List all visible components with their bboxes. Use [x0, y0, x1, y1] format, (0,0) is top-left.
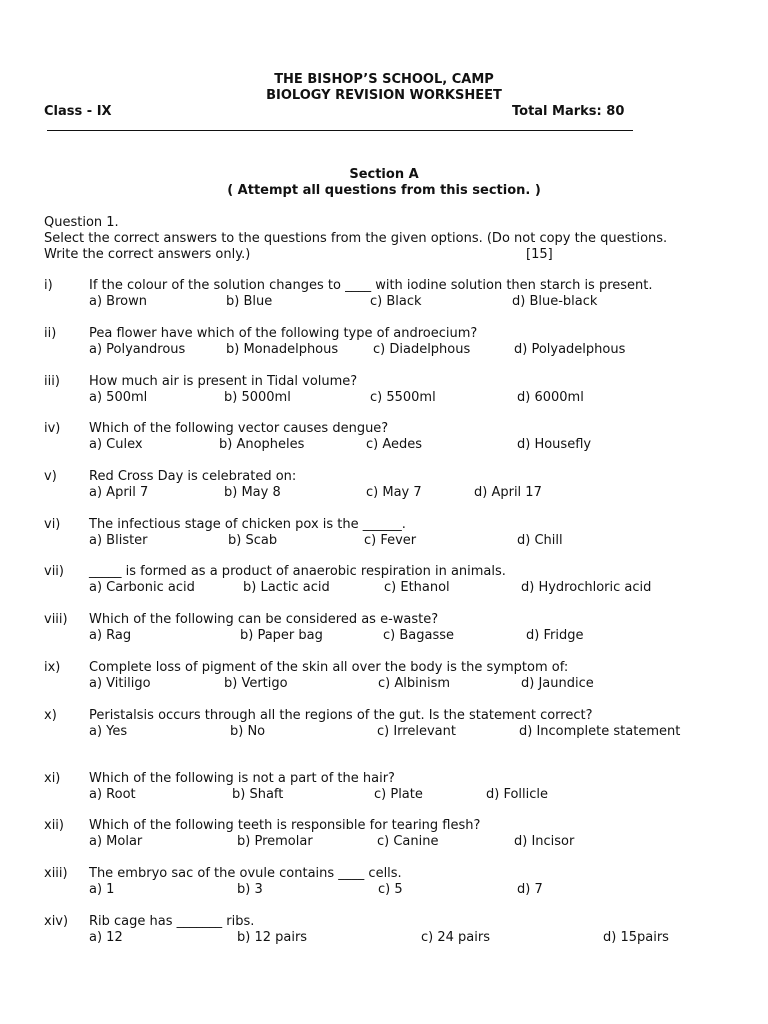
answer-option: a) Vitiligo [89, 676, 151, 691]
header-divider [47, 130, 633, 131]
answer-option: c) 24 pairs [421, 930, 490, 945]
answer-option: c) Black [370, 294, 422, 309]
answer-option: d) Housefly [517, 437, 592, 452]
question-text: How much air is present in Tidal volume? [89, 374, 358, 389]
question-item [0, 421, 768, 455]
answer-option: c) Irrelevant [377, 724, 456, 739]
answer-option: b) Paper bag [240, 628, 323, 643]
question-text: The embryo sac of the ovule contains ____ cells. [89, 866, 402, 881]
answer-option: d) Incomplete statement [519, 724, 681, 739]
answer-option: a) Blister [89, 533, 148, 548]
answer-option: c) Canine [377, 834, 439, 849]
question-text: Which of the following teeth is responsible for tearing flesh? [89, 818, 481, 833]
answer-option: b) No [230, 724, 266, 739]
question-number: xiv) [44, 914, 69, 929]
question-number: xii) [44, 818, 64, 833]
question-number: iv) [44, 421, 61, 436]
answer-option: a) April 7 [89, 485, 149, 500]
section-title: Section A [349, 167, 419, 182]
question-number: v) [44, 469, 57, 484]
section-instruction: ( Attempt all questions from this section. ) [227, 183, 541, 198]
question-text: Peristalsis occurs through all the regions of the gut. Is the statement correct? [89, 708, 593, 723]
answer-option: d) Follicle [486, 787, 549, 802]
answer-option: c) Diadelphous [373, 342, 471, 357]
question-item [0, 818, 768, 852]
answer-option: d) 15pairs [603, 930, 669, 945]
answer-option: c) 5500ml [370, 390, 436, 405]
answer-option: b) May 8 [224, 485, 281, 500]
answer-option: d) 6000ml [517, 390, 584, 405]
answer-option: a) Rag [89, 628, 132, 643]
worksheet-title: BIOLOGY REVISION WORKSHEET [266, 88, 502, 103]
answer-option: a) Root [89, 787, 136, 802]
question-number: xi) [44, 771, 61, 786]
answer-option: b) 12 pairs [237, 930, 308, 945]
class-label: Class - IX [44, 104, 112, 119]
answer-option: c) 5 [378, 882, 403, 897]
answer-option: a) Polyandrous [89, 342, 186, 357]
answer-option: a) Molar [89, 834, 143, 849]
answer-option: a) 500ml [89, 390, 148, 405]
answer-option: d) Incisor [514, 834, 575, 849]
question-item [0, 469, 768, 503]
answer-option: b) Shaft [232, 787, 284, 802]
question-item [0, 708, 768, 742]
answer-option: c) Fever [364, 533, 417, 548]
answer-option: b) Scab [228, 533, 278, 548]
answer-option: a) 12 [89, 930, 123, 945]
answer-option: c) Ethanol [384, 580, 450, 595]
answer-option: b) Blue [226, 294, 273, 309]
question-item [0, 660, 768, 694]
answer-option: a) Yes [89, 724, 128, 739]
question-number: i) [44, 278, 53, 293]
question-number: iii) [44, 374, 60, 389]
question-text: Which of the following is not a part of the hair? [89, 771, 395, 786]
question-instruction-line1: Select the correct answers to the questions from the given options. (Do not copy the questions. [44, 231, 668, 246]
answer-option: d) Blue-black [512, 294, 598, 309]
question-number: viii) [44, 612, 68, 627]
answer-option: a) 1 [89, 882, 115, 897]
question-number: vi) [44, 517, 61, 532]
answer-option: d) April 17 [474, 485, 542, 500]
question-number: ii) [44, 326, 57, 341]
answer-option: d) 7 [517, 882, 543, 897]
answer-option: c) Plate [374, 787, 423, 802]
question-text: Rib cage has _______ ribs. [89, 914, 255, 929]
question-text: The infectious stage of chicken pox is the ______. [89, 517, 406, 532]
answer-option: b) Vertigo [224, 676, 288, 691]
answer-option: c) Albinism [378, 676, 451, 691]
school-name: THE BISHOP’S SCHOOL, CAMP [274, 72, 494, 87]
question-number: x) [44, 708, 57, 723]
question-item [0, 326, 768, 360]
question-text: _____ is formed as a product of anaerobic respiration in animals. [89, 564, 506, 579]
answer-option: c) Aedes [366, 437, 423, 452]
answer-option: c) Bagasse [383, 628, 454, 643]
total-marks: Total Marks: 80 [512, 104, 625, 119]
answer-option: d) Fridge [526, 628, 584, 643]
answer-option: b) 5000ml [224, 390, 291, 405]
question-label: Question 1. [44, 215, 119, 230]
answer-option: b) Monadelphous [226, 342, 339, 357]
question-number: vii) [44, 564, 64, 579]
question-item [0, 612, 768, 646]
question-number: xiii) [44, 866, 68, 881]
question-text: If the colour of the solution changes to ____ with iodine solution then starch is present. [89, 278, 653, 293]
answer-option: a) Culex [89, 437, 143, 452]
answer-option: d) Jaundice [521, 676, 594, 691]
question-item [0, 278, 768, 312]
question-text: Which of the following vector causes dengue? [89, 421, 389, 436]
question-item [0, 914, 768, 948]
answer-option: b) Lactic acid [243, 580, 330, 595]
answer-option: b) 3 [237, 882, 263, 897]
question-item [0, 564, 768, 598]
answer-option: d) Chill [517, 533, 563, 548]
question-text: Red Cross Day is celebrated on: [89, 469, 297, 484]
answer-option: b) Anopheles [219, 437, 305, 452]
answer-option: d) Polyadelphous [514, 342, 626, 357]
question-text: Pea flower have which of the following type of androecium? [89, 326, 478, 341]
question-number: ix) [44, 660, 61, 675]
question-item [0, 771, 768, 805]
question-instruction-line2: Write the correct answers only.) [44, 247, 251, 262]
question-marks: [15] [526, 247, 553, 262]
answer-option: c) May 7 [366, 485, 422, 500]
question-text: Complete loss of pigment of the skin all over the body is the symptom of: [89, 660, 569, 675]
answer-option: b) Premolar [237, 834, 313, 849]
question-item [0, 374, 768, 408]
question-item [0, 866, 768, 900]
answer-option: a) Brown [89, 294, 147, 309]
question-text: Which of the following can be considered as e-waste? [89, 612, 439, 627]
question-item [0, 517, 768, 551]
answer-option: a) Carbonic acid [89, 580, 195, 595]
answer-option: d) Hydrochloric acid [521, 580, 652, 595]
